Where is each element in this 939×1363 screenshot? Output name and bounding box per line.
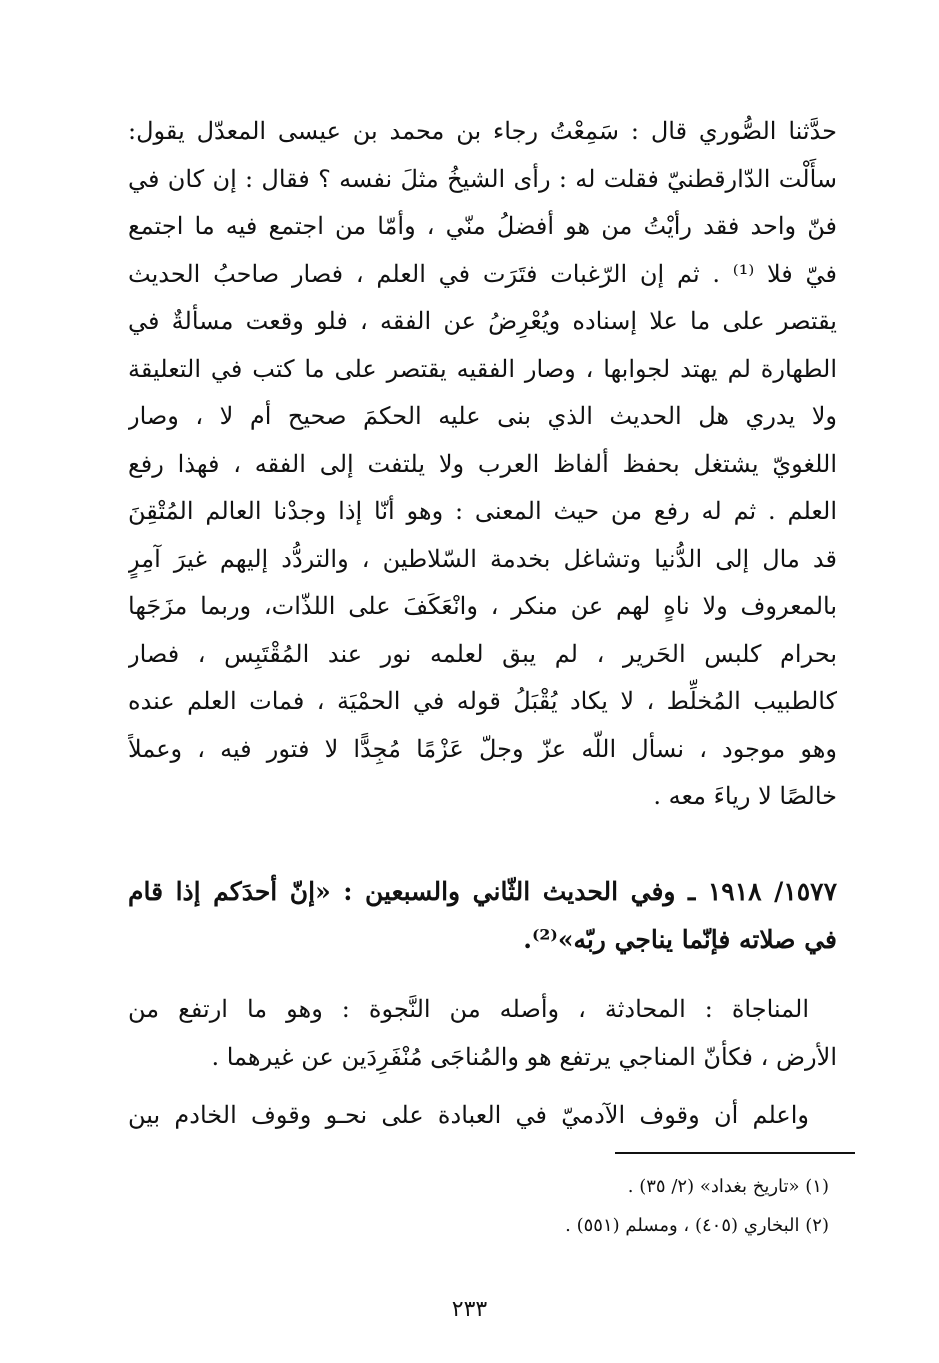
text-line: حدَّثنا الصُّوري قال : سَمِعْتُ رجاء بن محمد بن عيسى المعدّل يقول: [128,117,837,145]
footnote-divider [615,1152,855,1154]
paragraph-worship [128,1092,837,1140]
text-line: واعلم أن وقوف الآدميّ في العبادة على نحـو وقوف الخادم بين [128,1101,809,1129]
text-line: ولا يدري هل الحديث الذي بنى عليه الحكمَ صحيح أم لا ، وصار [128,402,837,430]
page-number: ٢٣٣ [451,1297,488,1322]
text-line: كالطبيب المُخلِّط ، لا يكاد يُقْبَلُ قوله في الحمْيَة ، فمات العلم عنده [128,687,837,715]
heading-line: ١٥٧٧/ ١٩١٨ ـ وفي الحديث الثّاني والسبعين : «إنّ أحدَكم إذا قام [128,877,837,906]
text-line: سأَلْت الدّارقطنيّ فقلت له : رأى الشيخُ مثلَ نفسه ؟ فقال : إن كان في [128,164,837,193]
text-line: قد مال إلى الدُّنيا وتشاغل بخدمة السّلاطين ، والتردُّد إليهم غيرَ آمِرٍ [128,544,837,573]
footnote-1: (١) «تاريخ بغداد» (٢/ ٣٥) . [627,1176,829,1197]
text-line: الأرض ، فكأنّ المناجي يرتفع هو والمُناجَى مُنْفَرِدَين عن غيرهما . [211,1042,837,1071]
text-line: الطهارة لم يهتد لجوابها ، وصار الفقيه يقتصر على ما كتب في التعليقة [128,354,837,383]
hadith-heading [128,868,837,963]
text-line: العلم . ثم له رفع من حيث المعنى : وهو أنّا إذا وجدْنا العالم المُتْقِنَ [128,497,837,525]
text-line: المناجاة : المحادثة ، وأصله من النَّجوة : وهو ما ارتفع من [128,995,809,1023]
paragraph-definition [128,986,837,1081]
paragraph-narration [128,108,837,821]
heading-line: في صلاته فإنّما يناجي ربّه»⁽²⁾. [523,924,837,954]
footnote-2: (٢) البخاري (٤٠٥) ، ومسلم (٥٥١) . [565,1215,829,1236]
text-line: وهو موجود ، نسأل اللّه عزّ وجلّ عَزْمًا مُجِدًّا لا فتور فيه ، وعملاً [128,734,837,763]
text-line: فنّ واحد فقد رأيْتُ من هو أفضلُ منّي ، وأمّا من اجتمع فيه ما اجتمع [128,212,837,240]
text-line: اللغويّ يشتغل بحفظ ألفاظ العرب ولا يلتفت إلى الفقه ، فهذا رفع [128,449,837,478]
text-line: فيّ فلا ⁽¹⁾ . ثم إن الرّغبات فتَرَت في العلم ، فصار صاحبُ الحديث [128,259,837,288]
text-line: خالصًا لا رياءَ معه . [653,782,837,810]
text-line: بالمعروف ولا ناهٍ لهم عن منكر ، وانْعَكَفَ على اللذّات، وربما مزَجَها [128,592,837,620]
text-line: بحرام كلبس الحَرير ، لم يبق لعلمه نور عند المُقْتَبِس ، فصار [128,639,837,668]
text-line: يقتصر على ما علا إسناده ويُعْرِضُ عن الفقه ، فلو وقعت مسألةٌ في [128,307,837,335]
